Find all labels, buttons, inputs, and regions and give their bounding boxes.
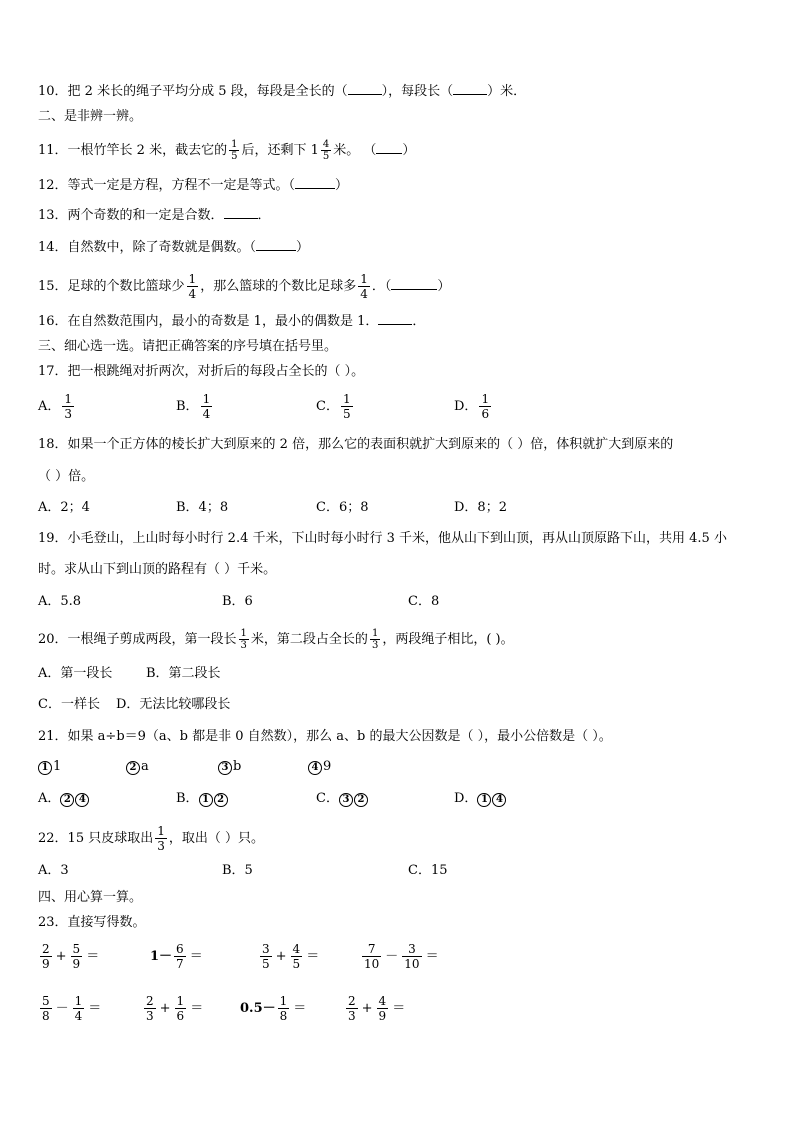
q10-text-pre: 10．把 2 米长的绳子平均分成 5 段，每段是全长的（: [38, 84, 348, 99]
choice-4: 4 9: [308, 758, 331, 776]
question-12: 12．等式一定是方程，方程不一定是等式。（ ）: [38, 178, 349, 193]
circled-number-icon: 1: [477, 793, 491, 807]
circled-number-icon: 2: [60, 793, 74, 807]
option-c[interactable]: C． $\frac{1}{5}$: [316, 392, 351, 421]
option-b[interactable]: B． 1 2: [176, 790, 229, 808]
fraction: $\frac{1}{5}$: [231, 139, 238, 162]
calc-item: 0.5－ $\frac{1}{8}$ ＝: [240, 994, 307, 1023]
q10-text-post: ）米．: [487, 84, 527, 99]
question-10: [38, 82, 526, 101]
answer-blank[interactable]: [348, 82, 382, 95]
fraction: $\frac{2}{3}$: [348, 994, 356, 1023]
question-22: 22．15 只皮球取出 $\frac{1}{3}$ ，取出（ ）只。: [38, 824, 264, 853]
fraction: $\frac{1}{3}$: [240, 628, 247, 651]
question-11: 11．一根竹竿长 2 米，截去它的 $\frac{1}{5}$ 后，还剩下 1 $\frac{4}{5}$ 米。 （ ）: [38, 139, 416, 162]
answer-blank[interactable]: [295, 176, 335, 189]
fraction: $\frac{3}{5}$: [262, 942, 270, 971]
q11-text-mid: 后，还剩下 1: [241, 143, 319, 158]
fraction: $\frac{1}{4}$: [360, 272, 368, 301]
answer-blank[interactable]: [224, 206, 258, 219]
option-a[interactable]: A． $\frac{1}{3}$: [38, 392, 73, 421]
fraction: $\frac{3}{10}$: [404, 942, 420, 971]
question-15: 15．足球的个数比篮球少 $\frac{1}{4}$ ，那么篮球的个数比足球多 $\frac{1}{4}$ ．（ ）: [38, 272, 451, 301]
option-d[interactable]: D． $\frac{1}{6}$: [454, 392, 490, 421]
choice-2: 2 a: [126, 758, 149, 776]
fraction: $\frac{1}{3}$: [157, 824, 165, 853]
question-18-line-1: 18．如果一个正方体的棱长扩大到原来的 2 倍，那么它的表面积就扩大到原来的（ ）倍，体积就扩大到原来的: [38, 437, 674, 452]
calc-item: $\frac{2}{9}$ + $\frac{5}{9}$ ＝: [42, 942, 100, 971]
option-c[interactable]: C．8: [408, 594, 440, 609]
fraction: $\frac{1}{8}$: [279, 994, 288, 1023]
section-4-heading: 四、用心算一算。: [38, 890, 143, 905]
option-c[interactable]: C．15: [408, 863, 448, 878]
option-a[interactable]: A． 2 4: [38, 790, 90, 808]
fraction: $\frac{1}{6}$: [481, 392, 490, 421]
option-b[interactable]: B．第二段长: [146, 666, 221, 681]
question-19-line-1: 19．小毛登山，上山时每小时行 2.4 千米，下山时每小时行 3 千米，他从山下到山顶，再从山顶原路下山，共用 4.5 小: [38, 531, 727, 546]
question-16: 16．在自然数范围内，最小的奇数是 1，最小的偶数是 1． ．: [38, 314, 426, 329]
question-18-line-2: （ ）倍。: [38, 469, 95, 484]
question-21: 21．如果 a÷b＝9（a、b 都是非 0 自然数），那么 a、b 的最大公因数是（ ），最小公倍数是（ ）。: [38, 729, 612, 744]
option-a[interactable]: A．5.8: [38, 594, 82, 609]
section-3-heading: 三、细心选一选。请把正确答案的序号填在括号里。: [38, 339, 338, 354]
answer-blank[interactable]: [391, 277, 437, 290]
option-d[interactable]: D． 1 4: [454, 790, 507, 808]
option-a[interactable]: A．2；4: [38, 500, 90, 515]
option-b[interactable]: B．4；8: [176, 500, 229, 515]
circled-number-icon: 3: [218, 761, 232, 775]
option-a[interactable]: A．3: [38, 863, 69, 878]
choice-1: 1 1: [38, 758, 61, 776]
fraction: $\frac{1}{3}$: [64, 392, 73, 421]
fraction: $\frac{5}{8}$: [42, 994, 50, 1023]
option-b[interactable]: B． $\frac{1}{4}$: [176, 392, 211, 421]
question-17: 17．把一根跳绳对折两次，对折后的每段占全长的（ ）。: [38, 364, 365, 379]
answer-blank[interactable]: [453, 82, 487, 95]
fraction: $\frac{1}{4}$: [74, 994, 83, 1023]
fraction: $\frac{2}{9}$: [42, 942, 50, 971]
option-a[interactable]: A．第一段长: [38, 666, 113, 681]
option-b[interactable]: B．6: [222, 594, 253, 609]
fraction: $\frac{6}{7}$: [176, 942, 184, 971]
question-23: 23．直接写得数。: [38, 915, 146, 930]
option-b[interactable]: B．5: [222, 863, 253, 878]
calc-item: $\frac{7}{10}$ － $\frac{3}{10}$ ＝: [364, 942, 439, 971]
answer-blank[interactable]: [376, 141, 402, 154]
question-14: 14．自然数中，除了奇数就是偶数。（ ）: [38, 240, 310, 255]
circled-number-icon: 1: [199, 793, 213, 807]
circled-number-icon: 2: [126, 761, 140, 775]
circled-number-icon: 2: [214, 793, 228, 807]
question-13: 13．两个奇数的和一定是合数． ．: [38, 208, 271, 223]
option-c[interactable]: C．一样长: [38, 697, 100, 712]
circled-number-icon: 4: [75, 793, 89, 807]
fraction: $\frac{1}{4}$: [202, 392, 211, 421]
fraction: $\frac{2}{3}$: [146, 994, 154, 1023]
fraction: $\frac{4}{5}$: [292, 942, 301, 971]
calc-item: 1－ $\frac{6}{7}$ ＝: [150, 942, 203, 971]
option-d[interactable]: D．8；2: [454, 500, 507, 515]
circled-number-icon: 2: [354, 793, 368, 807]
choice-3: 3 b: [218, 758, 241, 776]
fraction: $\frac{1}{5}$: [342, 392, 351, 421]
q10-text-mid: ），每段长（: [381, 84, 454, 99]
circled-number-icon: 4: [492, 793, 506, 807]
calc-item: $\frac{5}{8}$ － $\frac{1}{4}$ ＝: [42, 994, 102, 1023]
calc-item: $\frac{2}{3}$ + $\frac{1}{6}$ ＝: [146, 994, 204, 1023]
calc-item: $\frac{2}{3}$ + $\frac{4}{9}$ ＝: [348, 994, 406, 1023]
fraction: $\frac{7}{10}$: [364, 942, 380, 971]
calc-item: $\frac{3}{5}$ + $\frac{4}{5}$ ＝: [262, 942, 320, 971]
q11-text-pre: 11．一根竹竿长 2 米，截去它的: [38, 143, 228, 158]
fraction: $\frac{4}{5}$: [322, 139, 330, 162]
option-c[interactable]: C．6；8: [316, 500, 369, 515]
fraction: $\frac{4}{9}$: [378, 994, 387, 1023]
fraction: $\frac{1}{4}$: [188, 272, 197, 301]
circled-number-icon: 3: [339, 793, 353, 807]
answer-blank[interactable]: [378, 312, 412, 325]
fraction: $\frac{1}{3}$: [371, 628, 379, 651]
q11-text-post: 米。 （: [333, 143, 377, 158]
answer-blank[interactable]: [256, 238, 296, 251]
fraction: $\frac{5}{9}$: [72, 942, 81, 971]
circled-number-icon: 4: [308, 761, 322, 775]
question-20: 20．一根绳子剪成两段，第一段长 $\frac{1}{3}$ 米，第二段占全长的 $\frac{1}{3}$ ，两段绳子相比，( )。: [38, 628, 514, 651]
option-d[interactable]: D．无法比较哪段长: [116, 697, 231, 712]
option-c[interactable]: C． 3 2: [316, 790, 369, 808]
circled-number-icon: 1: [38, 761, 52, 775]
fraction: $\frac{1}{6}$: [176, 994, 185, 1023]
section-2-heading: 二、是非辨一辨。: [38, 109, 143, 124]
question-19-line-2: 时。求从山下到山顶的路程有（ ）千米。: [38, 562, 277, 577]
